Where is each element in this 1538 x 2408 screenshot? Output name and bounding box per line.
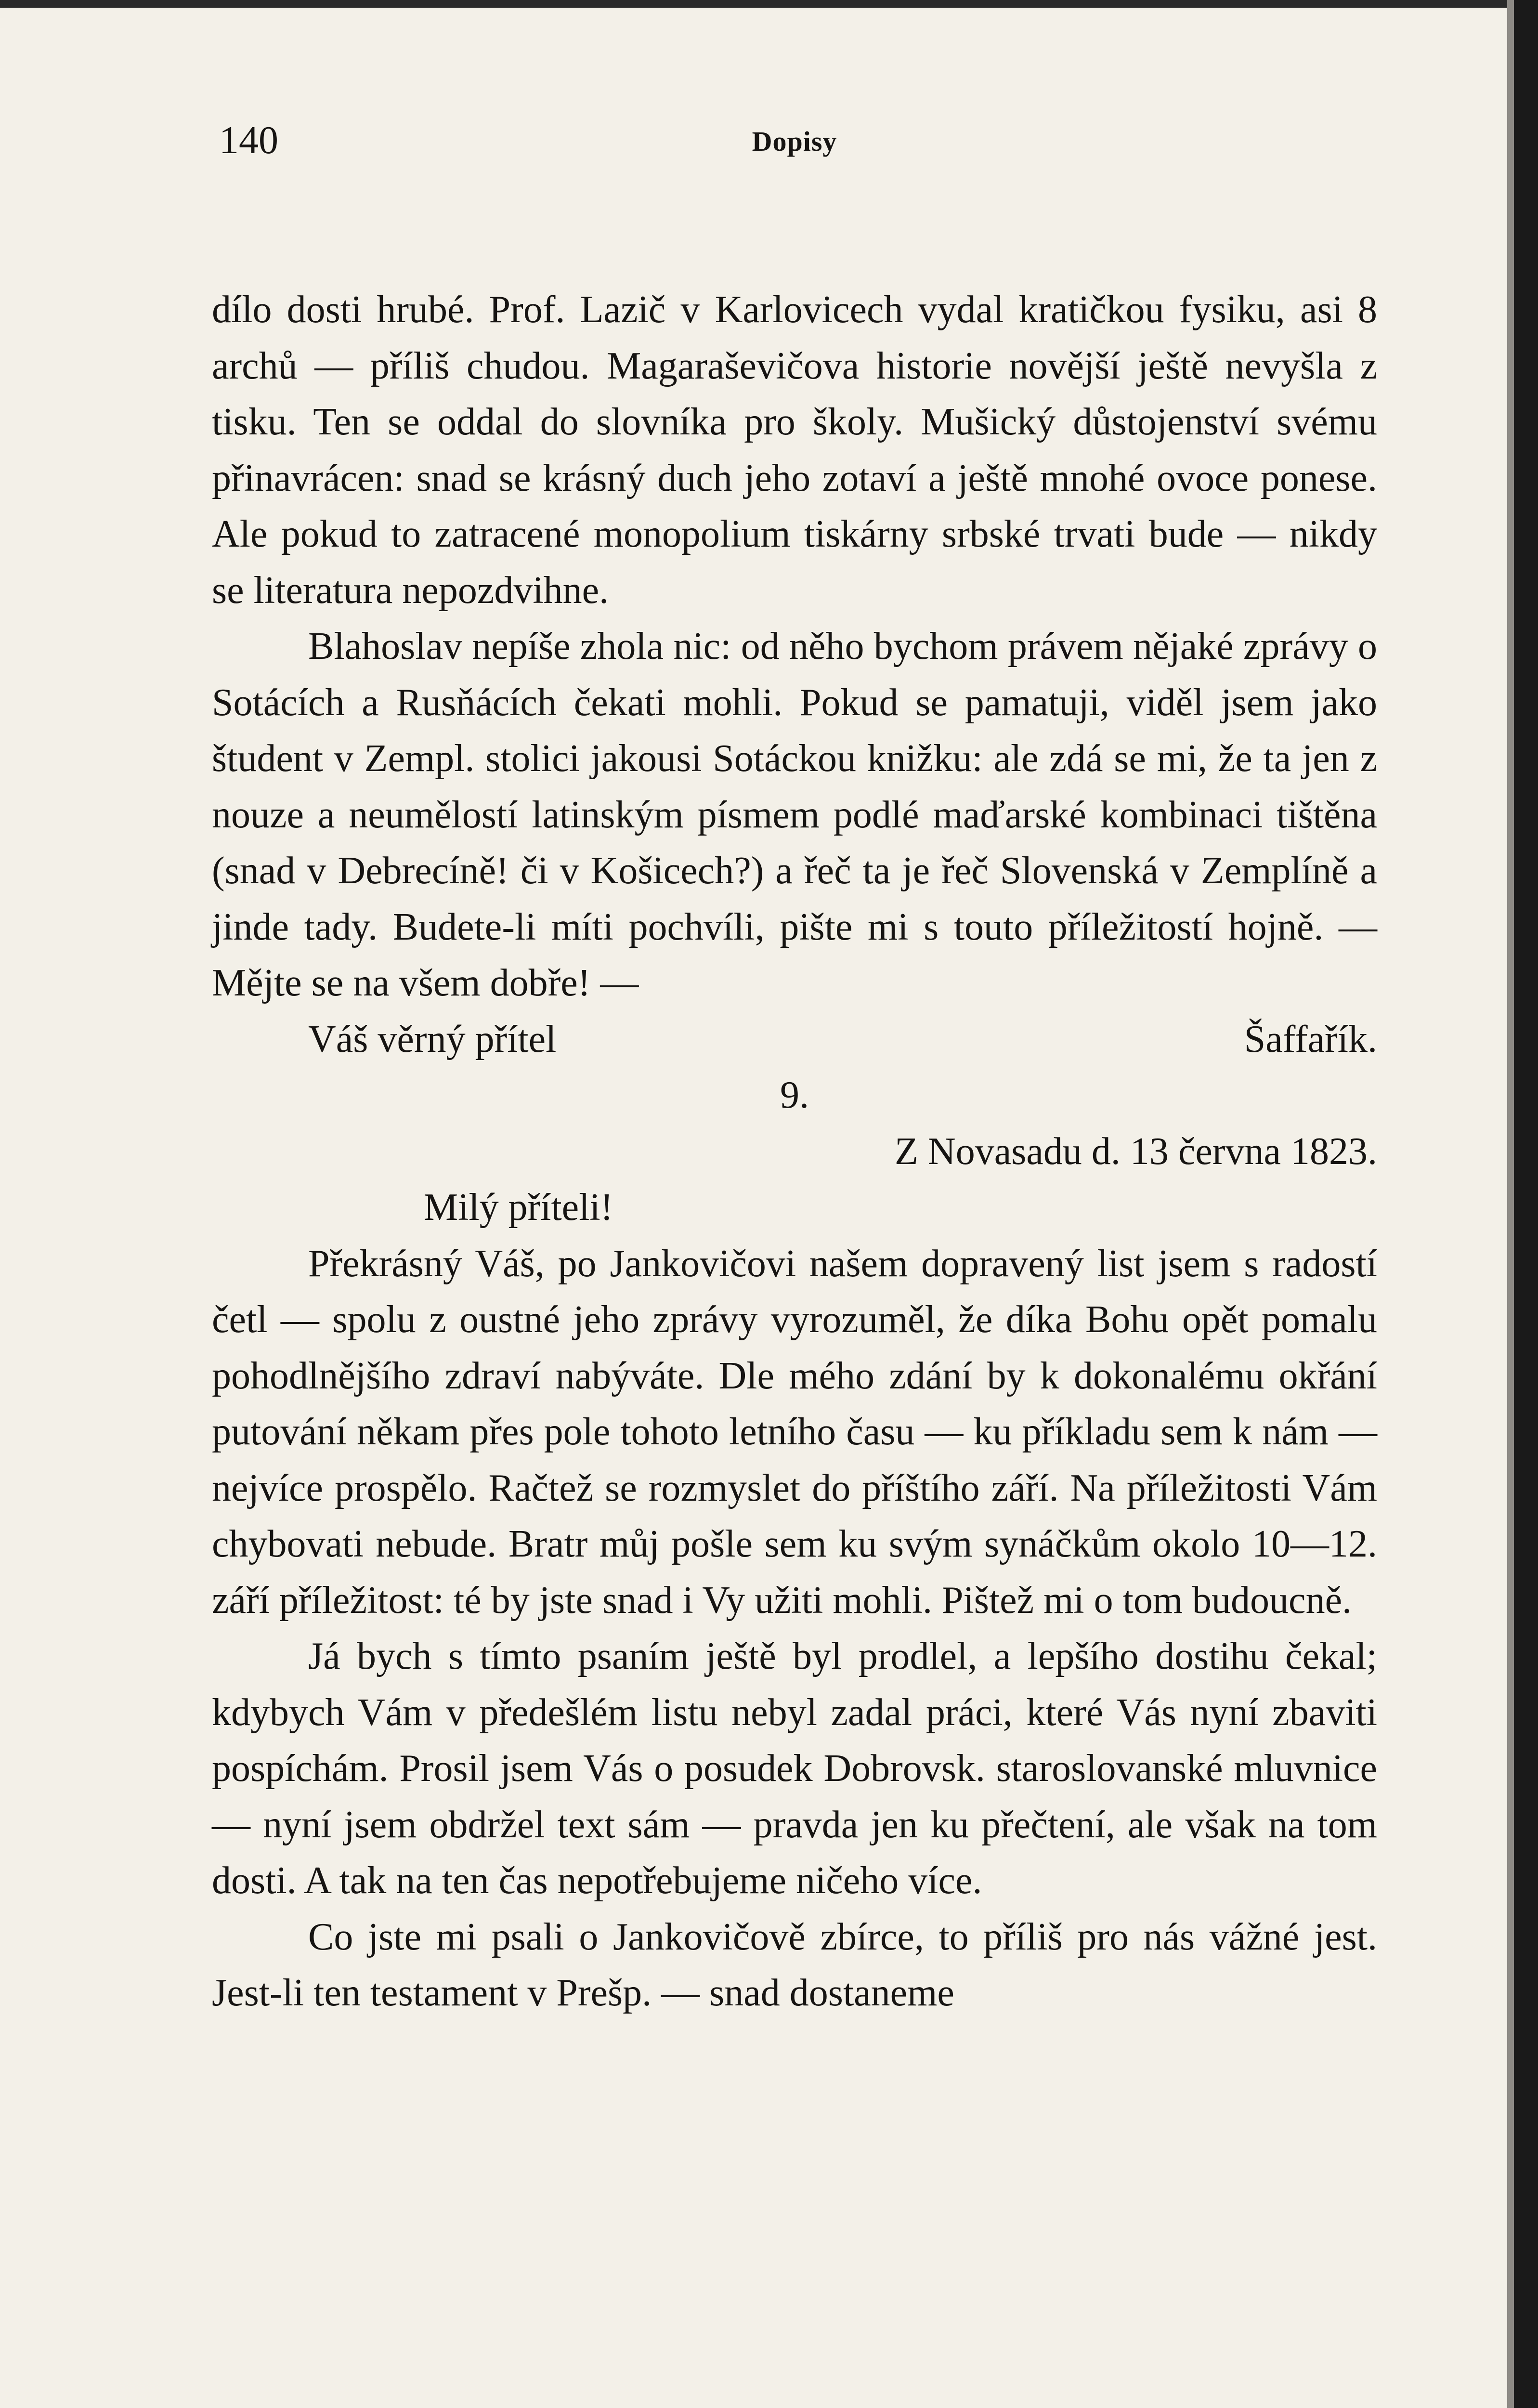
page-header [212,111,1377,178]
signature-line [212,1011,1377,1068]
paragraph: Blahoslav nepíše zhola nic: od něho bychom právem nějaké zprávy o Sotácích a Rusňácích čekati mohli. Pokud se pamatuji, viděl jsem jako študent v Zempl. stolici jakousi Sotáckou knižku: ale zdá se mi, že ta jen z nouze a neumělostí latinským písmem podlé maďarské kombinaci tištěna (snad v Debrecíně! či v Košicech?) a řeč ta je řeč Slovenská v Zemplíně a jinde tady. Budete-li míti pochvíli, pište mi s touto příležitostí hojně. — Mějte se na všem dobře! — [212,625,1377,1004]
paragraph: Co jste mi psali o Jankovičově zbírce, to příliš pro nás vážné jest. Jest-li ten testament v Prešp. — snad dostaneme [212,1915,1377,2014]
letter-dateline: Z Novasadu d. 13 června 1823. [895,1130,1377,1173]
scan-page-shadow [1507,0,1514,2408]
scan-top-edge [0,0,1538,8]
page-body [212,282,1377,2021]
paragraph: Já bych s tímto psaním ještě byl prodlel, a lepšího dostihu čekal; kdybych Vám v předešlém listu nebyl zadal práci, které Vás nyní zbaviti pospíchám. Prosil jsem Vás o posudek Dobrovsk. staroslovanské mluvnice — nyní jsem obdržel text sám — pravda jen ku přečtení, ale však na tom dosti. A tak na ten čas nepotřebujeme ničeho více. [212,1635,1377,1902]
letter-number: 9. [780,1074,809,1116]
book-page [212,111,1377,2021]
page-number: 140 [219,118,278,162]
closing-formula: Váš věrný přítel [308,1018,557,1060]
scan-right-edge [1514,0,1538,2408]
paragraph: Překrásný Váš, po Jankovičovi našem dopravený list jsem s radostí četl — spolu z oustné jeho zprávy vyrozuměl, že díka Bohu opět pomalu pohodlnějšího zdraví nabýváte. Dle mého zdání by k dokonalému okřání putování někam přes pole tohoto letního času — ku příkladu sem k nám — nejvíce prospělo. Račtež se rozmyslet do příštího září. Na příležitosti Vám chybovati nebude. Bratr můj pošle sem ku svým synáčkům okolo 10—12. září příležitost: té by jste snad i Vy užiti mohli. Pištež mi o tom budoucně. [212,1242,1377,1622]
running-title: Dopisy [752,126,837,157]
paragraph: dílo dosti hrubé. Prof. Lazič v Karlovicech vydal kratičkou fysiku, asi 8 archů — příliš chudou. Magaraševičova historie novější ještě nevyšla z tisku. Ten se oddal do slovníka pro školy. Mušický důstojenství svému přinavrácen: snad se krásný duch jeho zotaví a ještě mnohé ovoce ponese. Ale pokud to zatracené monopolium tiskárny srbské trvati bude — nikdy se literatura nepozdvihne. [212,288,1377,612]
signature-name: Šaffařík. [1244,1018,1377,1060]
letter-salutation: Milý příteli! [424,1186,613,1229]
